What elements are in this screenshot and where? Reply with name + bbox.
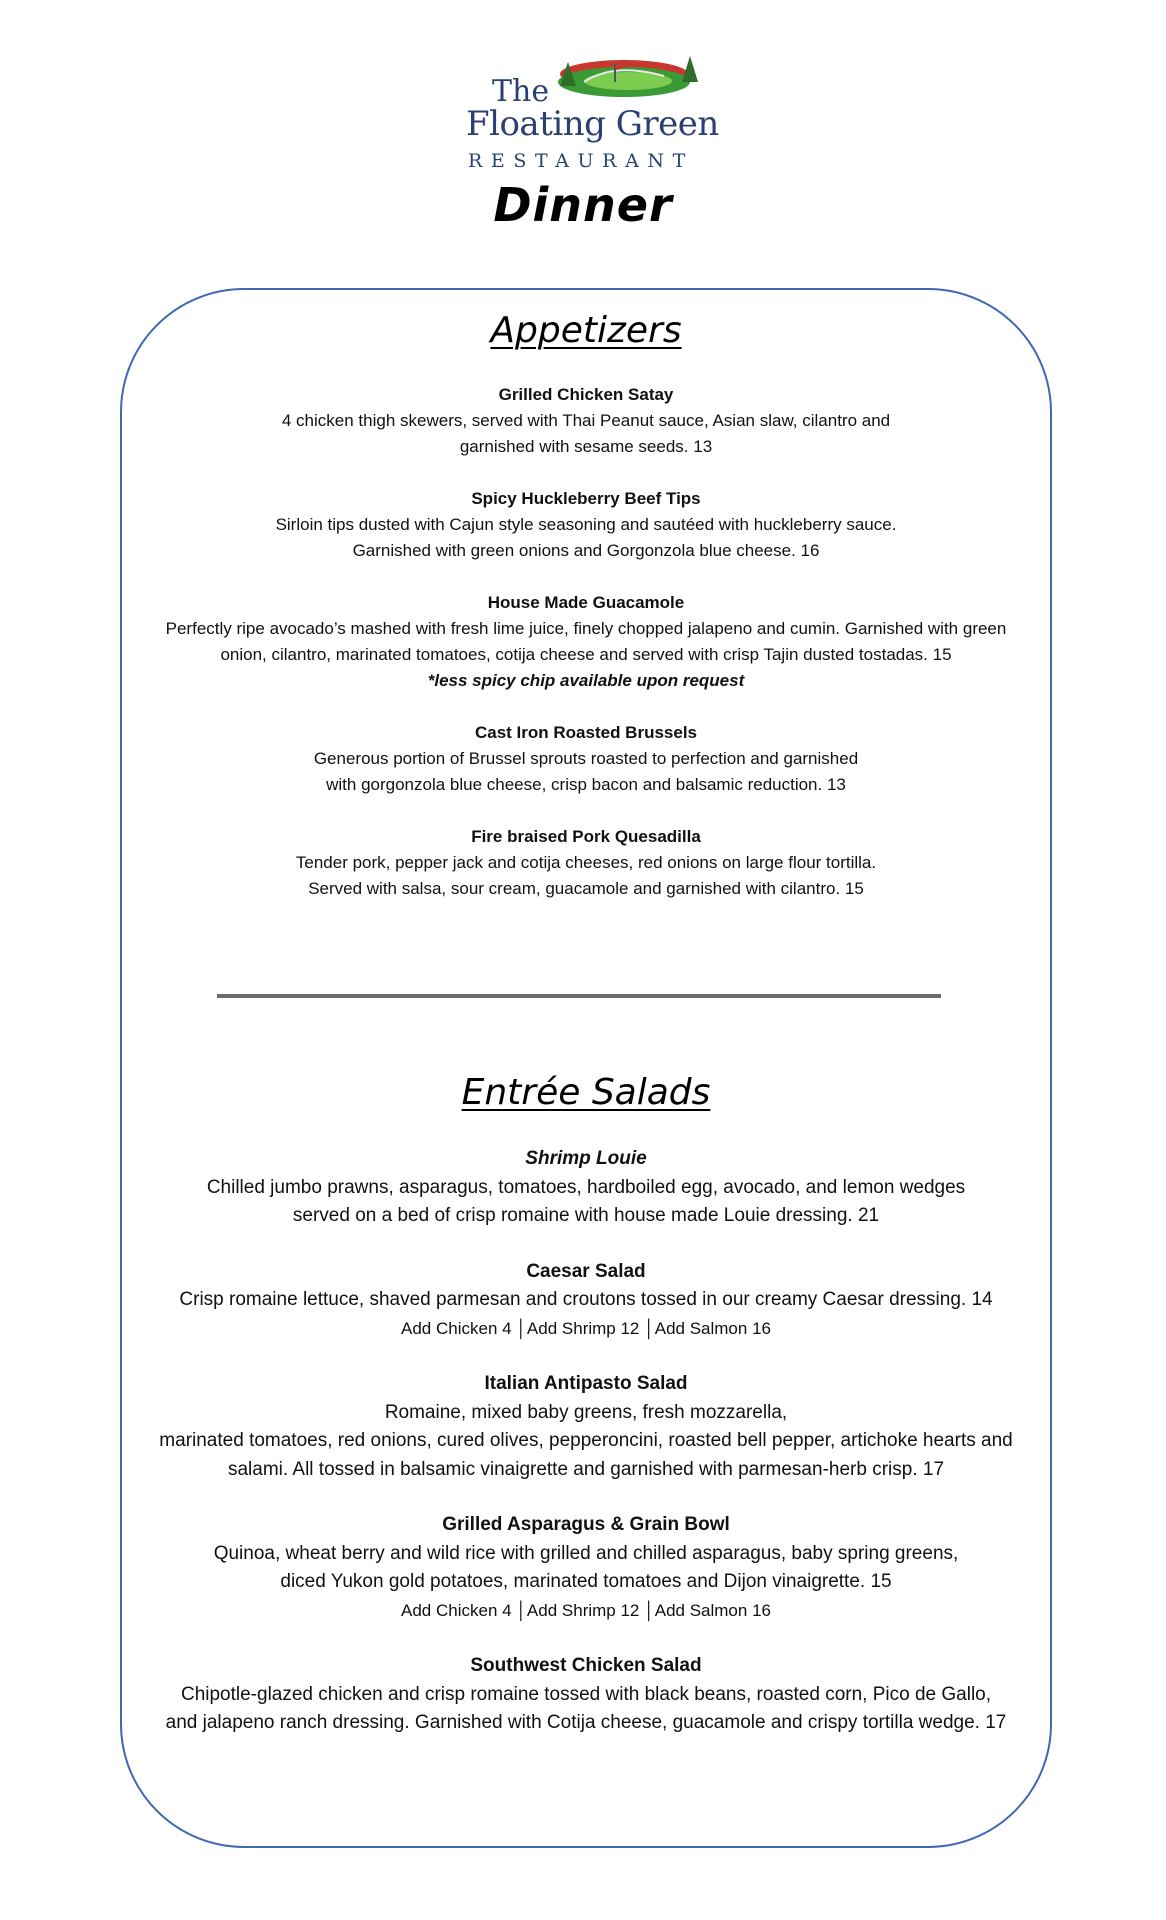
item-name: Grilled Chicken Satay (498, 385, 674, 404)
item-description: Chilled jumbo prawns, asparagus, tomatoes, hardboiled egg, avocado, and lemon wedges served on a bed of crisp romaine with house made Louie dressing. 21 (206, 1176, 966, 1226)
item-description: Crisp romaine lettuce, shaved parmesan and croutons tossed in our creamy Caesar dressing. 14 (179, 1289, 993, 1310)
appetizers-heading: Appetizers (490, 310, 682, 351)
item-note: *less spicy chip available upon request (427, 671, 745, 690)
item-description: Tender pork, pepper jack and cotija cheeses, red onions on large flour tortilla. Served with salsa, sour cream, guacamole and garnished with cilantro. 15 (295, 853, 877, 898)
menu-item (140, 1511, 1032, 1625)
logo-name-text: Floating Green (466, 104, 719, 144)
golf-green-logo-icon (554, 52, 704, 104)
menu-item (140, 1370, 1032, 1484)
restaurant-logo (466, 52, 719, 172)
item-description: Quinoa, wheat berry and wild rice with grilled and chilled asparagus, baby spring greens, diced Yukon gold potatoes, marinated tomatoes and Dijon vinaigrette. 15 (213, 1542, 959, 1592)
section-divider (217, 994, 941, 998)
menu-item (140, 1145, 1032, 1231)
item-description: Perfectly ripe avocado’s mashed with fresh lime juice, finely chopped jalapeno and cumin. Garnished with green onion, cilantro, marinated tomatoes, cotija cheese and served with crisp Tajin dusted tostadas. 15 (165, 619, 1007, 664)
entree-salads-section (140, 1067, 1032, 1765)
item-description: Generous portion of Brussel sprouts roasted to perfection and garnished with gorgonzola blue cheese, crisp bacon and balsamic reduction. 13 (313, 749, 859, 794)
appetizers-section (140, 306, 1032, 928)
item-description: Sirloin tips dusted with Cajun style seasoning and sautéed with huckleberry sauce. Garnished with green onions and Gorgonzola blue cheese. 16 (275, 515, 897, 560)
item-addons: Add Chicken 4 │Add Shrimp 12 │Add Salmon 16 (401, 1318, 771, 1338)
menu-item (140, 382, 1032, 460)
item-name: Shrimp Louie (525, 1148, 647, 1169)
menu-item (140, 590, 1032, 694)
item-name: House Made Guacamole (487, 593, 685, 612)
menu-item (140, 720, 1032, 798)
item-name: Italian Antipasto Salad (484, 1373, 688, 1394)
item-description: 4 chicken thigh skewers, served with Thai Peanut sauce, Asian slaw, cilantro and garnished with sesame seeds. 13 (281, 411, 891, 456)
logo-the-text: The (492, 74, 550, 109)
item-description: Chipotle-glazed chicken and crisp romaine tossed with black beans, roasted corn, Pico de Gallo, and jalapeno ranch dressing. Garnished with Cotija cheese, guacamole and crispy tortilla wedge. 17 (165, 1683, 1007, 1733)
item-name: Cast Iron Roasted Brussels (474, 723, 697, 742)
item-name: Fire braised Pork Quesadilla (471, 827, 701, 846)
menu-item (140, 824, 1032, 902)
item-addons: Add Chicken 4 │Add Shrimp 12 │Add Salmon 16 (401, 1600, 771, 1620)
menu-title: Dinner (493, 178, 673, 232)
item-name: Spicy Huckleberry Beef Tips (471, 489, 701, 508)
item-name: Grilled Asparagus & Grain Bowl (442, 1514, 730, 1535)
menu-item (140, 486, 1032, 564)
entree-salads-heading: Entrée Salads (461, 1072, 711, 1113)
item-description: Romaine, mixed baby greens, fresh mozzarella, marinated tomatoes, red onions, cured olives, pepperoncini, roasted bell pepper, artichoke hearts and salami. All tossed in balsamic vinaigrette and garnished with parmesan-herb crisp. 17 (159, 1401, 1013, 1480)
logo-restaurant-text: RESTAURANT (468, 150, 694, 172)
item-name: Southwest Chicken Salad (470, 1655, 702, 1676)
item-name: Caesar Salad (526, 1260, 646, 1282)
menu-item (140, 1258, 1032, 1344)
menu-item (140, 1652, 1032, 1738)
